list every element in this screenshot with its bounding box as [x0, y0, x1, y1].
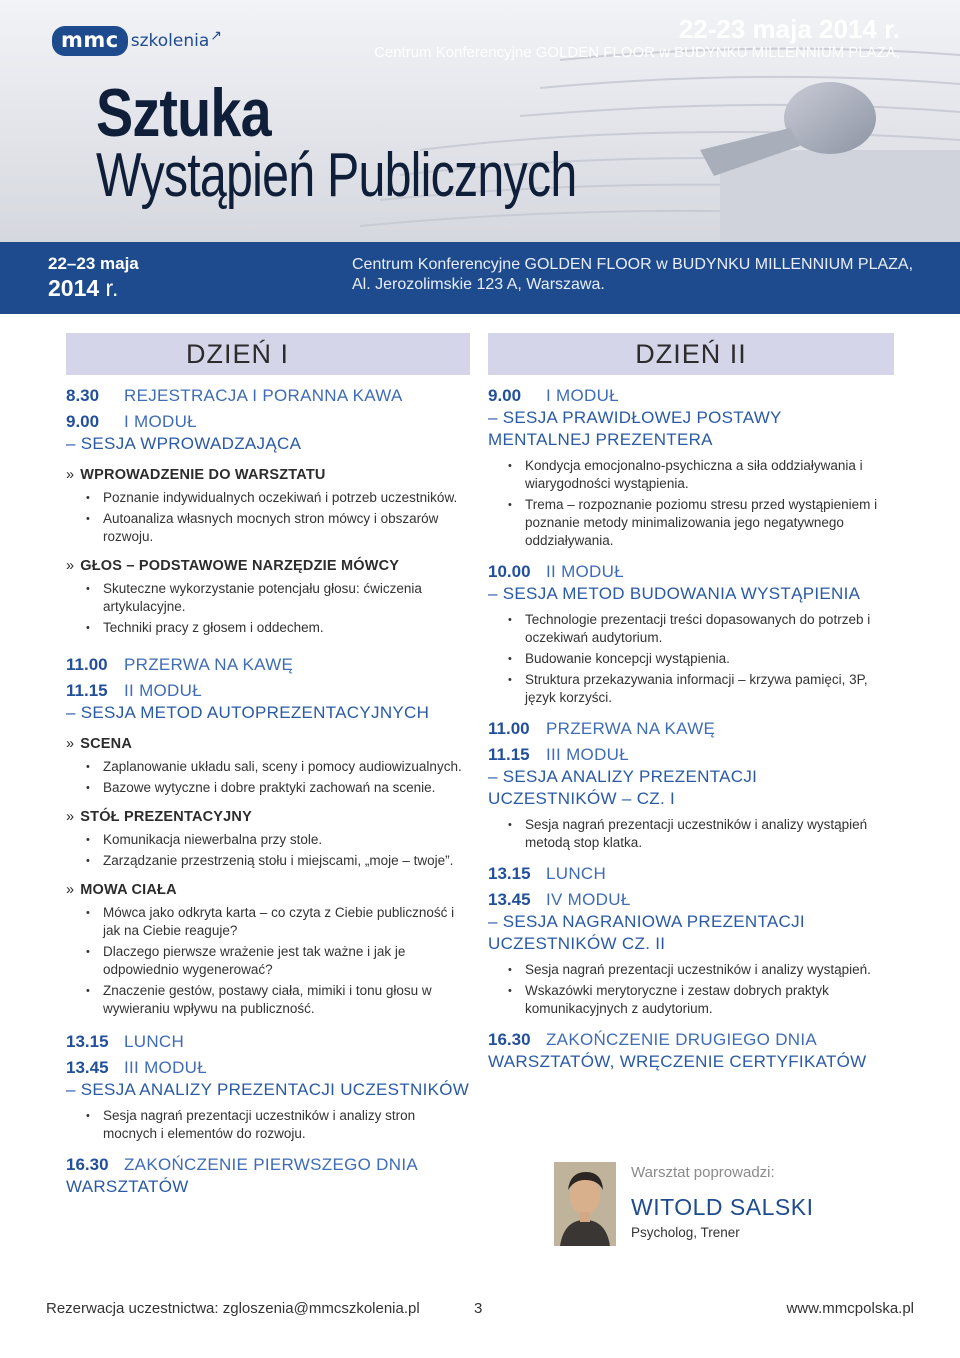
- trainer-photo: [554, 1162, 616, 1246]
- list-item: • Autoanaliza własnych mocnych stron mówcy i obszarów rozwoju.: [84, 510, 470, 546]
- logo-arrow-icon: ↗: [210, 26, 222, 43]
- session-d2-module-4-sub-2: UCZESTNIKÓW CZ. II: [488, 934, 666, 953]
- title-line-1: Sztuka: [96, 75, 271, 151]
- title-line-2: Wystąpień Publicznych: [96, 141, 577, 210]
- session-d2-module-1-sub-2: MENTALNEJ PREZENTERA: [488, 430, 713, 449]
- session-d2-module-3-list: [506, 816, 894, 852]
- topic-intro-list: [84, 489, 470, 546]
- topic-body-language: » MOWA CIAŁA: [66, 882, 177, 898]
- day-2-title: DZIEŃ II: [488, 333, 894, 375]
- header-banner: [0, 0, 960, 242]
- session-day-2-end: 16.30 ZAKOŃCZENIE DRUGIEGO DNIA: [488, 1030, 818, 1049]
- list-item: • Dlaczego pierwsze wrażenie jest tak ważne i jak je odpowiednio wygenerować?: [84, 943, 470, 979]
- list-item: • Mówca jako odkryta karta – co czyta z Ciebie publiczność i jak na Ciebie reaguje?: [84, 904, 470, 940]
- session-d2-module-1: 9.00 I MODUŁ: [488, 386, 619, 405]
- list-item: • Wskazówki merytoryczne i zestaw dobrych praktyk komunikacyjnych z audytorium.: [506, 982, 894, 1018]
- list-item: • Sesja nagrań prezentacji uczestników i analizy wystąpień metodą stop klatka.: [506, 816, 894, 852]
- list-item: • Skuteczne wykorzystanie potencjału głosu: ćwiczenia artykulacyjne.: [84, 580, 470, 616]
- list-item: • Zarządzanie przestrzenią stołu i miejscami, „moje – twoje”.: [84, 852, 470, 870]
- list-item: • Budowanie koncepcji wystąpienia.: [506, 650, 894, 668]
- list-item: • Sesja nagrań prezentacji uczestników i analizy wystąpień.: [506, 961, 894, 979]
- list-item: • Zaplanowanie układu sali, sceny i pomocy audiowizualnych.: [84, 758, 470, 776]
- session-lunch: 13.15 LUNCH: [66, 1032, 185, 1051]
- trainer-role: Psycholog, Trener: [631, 1225, 740, 1240]
- session-day-1-end: 16.30 ZAKOŃCZENIE PIERWSZEGO DNIA: [66, 1155, 418, 1174]
- session-d2-module-3-sub-2: UCZESTNIKÓW – CZ. I: [488, 789, 676, 808]
- session-d2-module-2: 10.00 II MODUŁ: [488, 562, 624, 581]
- session-d2-module-2-sub: – SESJA METOD BUDOWANIA WYSTĄPIENIA: [488, 584, 861, 603]
- list-item: • Sesja nagrań prezentacji uczestników i analizy stron mocnych i elementów do rozwoju.: [84, 1107, 470, 1143]
- logo-mmc: mmc: [52, 26, 128, 56]
- topic-stage-list: [84, 758, 470, 797]
- day-1-column: [66, 333, 470, 1198]
- day-1-title: DZIEŃ I: [66, 333, 470, 375]
- session-d2-module-4: 13.45 IV MODUŁ: [488, 890, 631, 909]
- session-module-3-sub: – SESJA ANALIZY PREZENTACJI UCZESTNIKÓW: [66, 1080, 470, 1099]
- band-date: 22–23 maja: [48, 254, 139, 273]
- session-day-1-end-sub: WARSZTATÓW: [66, 1177, 189, 1196]
- footer: [0, 1300, 960, 1328]
- session-day-2-end-sub: WARSZTATÓW, WRĘCZENIE CERTYFIKATÓW: [488, 1052, 867, 1071]
- topic-stage: » SCENA: [66, 736, 133, 752]
- list-item: • Struktura przekazywania informacji – krzywa pamięci, 3P, język korzyści.: [506, 671, 894, 707]
- topic-voice-list: [84, 580, 470, 637]
- session-d2-module-4-sub-1: – SESJA NAGRANIOWA PREZENTACJI: [488, 912, 805, 931]
- session-d2-module-1-list: [506, 457, 894, 550]
- list-item: • Trema – rozpoznanie poziomu stresu przed wystąpieniem i poznanie metody minimalizowania jego negatywnego oddziaływania.: [506, 496, 894, 550]
- session-module-1-sub: – SESJA WPROWADZAJĄCA: [66, 434, 302, 453]
- trainer-name: WITOLD SALSKI: [631, 1194, 814, 1220]
- list-item: • Znaczenie gestów, postawy ciała, mimiki i tonu głosu w wywieraniu wpływu na publiczność.: [84, 982, 470, 1018]
- header-venue: Centrum Konferencyjne GOLDEN FLOOR w BUDYNKU MILLENNIUM PLAZA,: [374, 44, 900, 61]
- list-item: • Poznanie indywidualnych oczekiwań i potrzeb uczestników.: [84, 489, 470, 507]
- list-item: • Bazowe wytyczne i dobre praktyki zachowań na scenie.: [84, 779, 470, 797]
- footer-website-link[interactable]: www.mmcpolska.pl: [786, 1300, 914, 1317]
- session-d2-lunch: 13.15 LUNCH: [488, 864, 607, 883]
- session-d2-module-4-list: [506, 961, 894, 1018]
- topic-table: » STÓŁ PREZENTACYJNY: [66, 809, 252, 825]
- list-item: • Techniki pracy z głosem i oddechem.: [84, 619, 470, 637]
- topic-intro: » WPROWADZENIE DO WARSZTATU: [66, 467, 326, 483]
- session-d2-module-3-sub-1: – SESJA ANALIZY PREZENTACJI: [488, 767, 758, 786]
- band-venue-1: Centrum Konferencyjne GOLDEN FLOOR w BUDYNKU MILLENNIUM PLAZA,: [352, 256, 914, 273]
- header-date: 22-23 maja 2014 r.: [678, 14, 900, 44]
- topic-body-language-list: [84, 904, 470, 1018]
- list-item: • Kondycja emocjonalno-psychiczna a siła oddziaływania i wiarygodności wystąpienia.: [506, 457, 894, 493]
- session-d2-module-2-list: [506, 611, 894, 707]
- session-module-2: 11.15 II MODUŁ: [66, 681, 202, 700]
- mmc-logo: [52, 26, 222, 56]
- topic-table-list: [84, 831, 470, 870]
- session-module-2-sub: – SESJA METOD AUTOPREZENTACYJNYCH: [66, 703, 430, 722]
- list-item: • Technologie prezentacji treści dopasowanych do potrzeb i oczekiwań audytorium.: [506, 611, 894, 647]
- topic-voice: » GŁOS – PODSTAWOWE NARZĘDZIE MÓWCY: [66, 558, 400, 574]
- session-module-3-list: [84, 1107, 470, 1143]
- list-item: • Komunikacja niewerbalna przy stole.: [84, 831, 470, 849]
- info-band: [0, 242, 960, 314]
- session-module-3: 13.45 III MODUŁ: [66, 1058, 207, 1077]
- footer-reservation[interactable]: Rezerwacja uczestnictwa: zgloszenia@mmcszkolenia.pl: [46, 1300, 420, 1317]
- band-venue-2: Al. Jerozolimskie 123 A, Warszawa.: [352, 276, 605, 293]
- logo-szkolenia: szkolenia: [130, 31, 210, 51]
- trainer-label: Warsztat poprowadzi:: [631, 1164, 775, 1181]
- session-coffee-break: 11.00 PRZERWA NA KAWĘ: [66, 655, 294, 674]
- session-module-1: 9.00 I MODUŁ: [66, 412, 197, 431]
- band-year: 2014 r.: [48, 275, 119, 301]
- session-registration: 8.30 REJESTRACJA I PORANNA KAWA: [66, 386, 403, 405]
- trainer-box: [554, 1162, 904, 1252]
- session-d2-coffee-break: 11.00 PRZERWA NA KAWĘ: [488, 719, 716, 738]
- session-d2-module-3: 11.15 III MODUŁ: [488, 745, 629, 764]
- page-number: 3: [474, 1300, 483, 1317]
- session-d2-module-1-sub-1: – SESJA PRAWIDŁOWEJ POSTAWY: [488, 408, 782, 427]
- day-2-column: [488, 333, 894, 1073]
